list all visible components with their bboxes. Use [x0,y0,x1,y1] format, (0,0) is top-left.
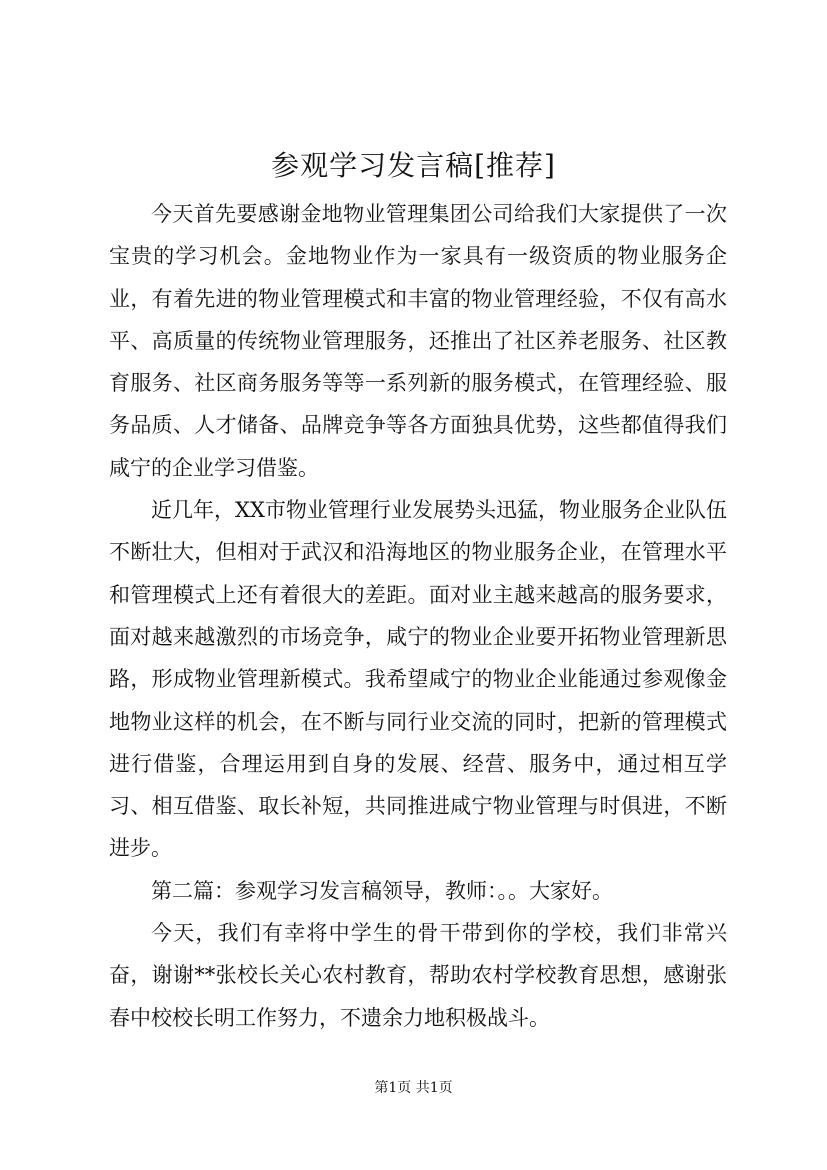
paragraph-1: 今天首先要感谢金地物业管理集团公司给我们大家提供了一次宝贵的学习机会。金地物业作为一家具有一级资质的物业服务企业，有着先进的物业管理模式和丰富的物业管理经验，不仅有高水平、高质量的传统物业管理服务，还推出了社区养老服务、社区教育服务、社区商务服务等等一系列新的服务模式，在管理经验、服务品质、人才储备、品牌竞争等各方面独具优势，这些都值得我们咸宁的企业学习借鉴。 [109,202,727,480]
document-title: 参观学习发言稿[推荐] [271,149,556,182]
page-footer: 第1页 共1页 [374,1080,453,1096]
paragraph-2: 近几年，XX市物业管理行业发展势头迅猛，物业服务企业队伍不断壮大，但相对于武汉和沿海地区的物业服务企业，在管理水平和管理模式上还有着很大的差距。面对业主越来越高的服务要求，面对越来越激烈的市场竞争，咸宁的物业企业要开拓物业管理新思路，形成物业管理新模式。我希望咸宁的物业企业能通过参观像金地物业这样的机会，在不断与同行业交流的同时，把新的管理模式进行借鉴，合理运用到自身的发展、经营、服务中，通过相互学习、相互借鉴、取长补短，共同推进咸宁物业管理与时俱进，不断进步。 [109,498,727,861]
paragraph-4: 今天，我们有幸将中学生的骨干带到你的学校，我们非常兴奋，谢谢**张校长关心农村教育，帮助农村学校教育思想，感谢张春中校校长明工作努力，不遗余力地积极战斗。 [109,921,727,1030]
document-body [109,193,727,1039]
paragraph-3: 第二篇：参观学习发言稿领导，教师：。。大家好。 [151,878,613,903]
